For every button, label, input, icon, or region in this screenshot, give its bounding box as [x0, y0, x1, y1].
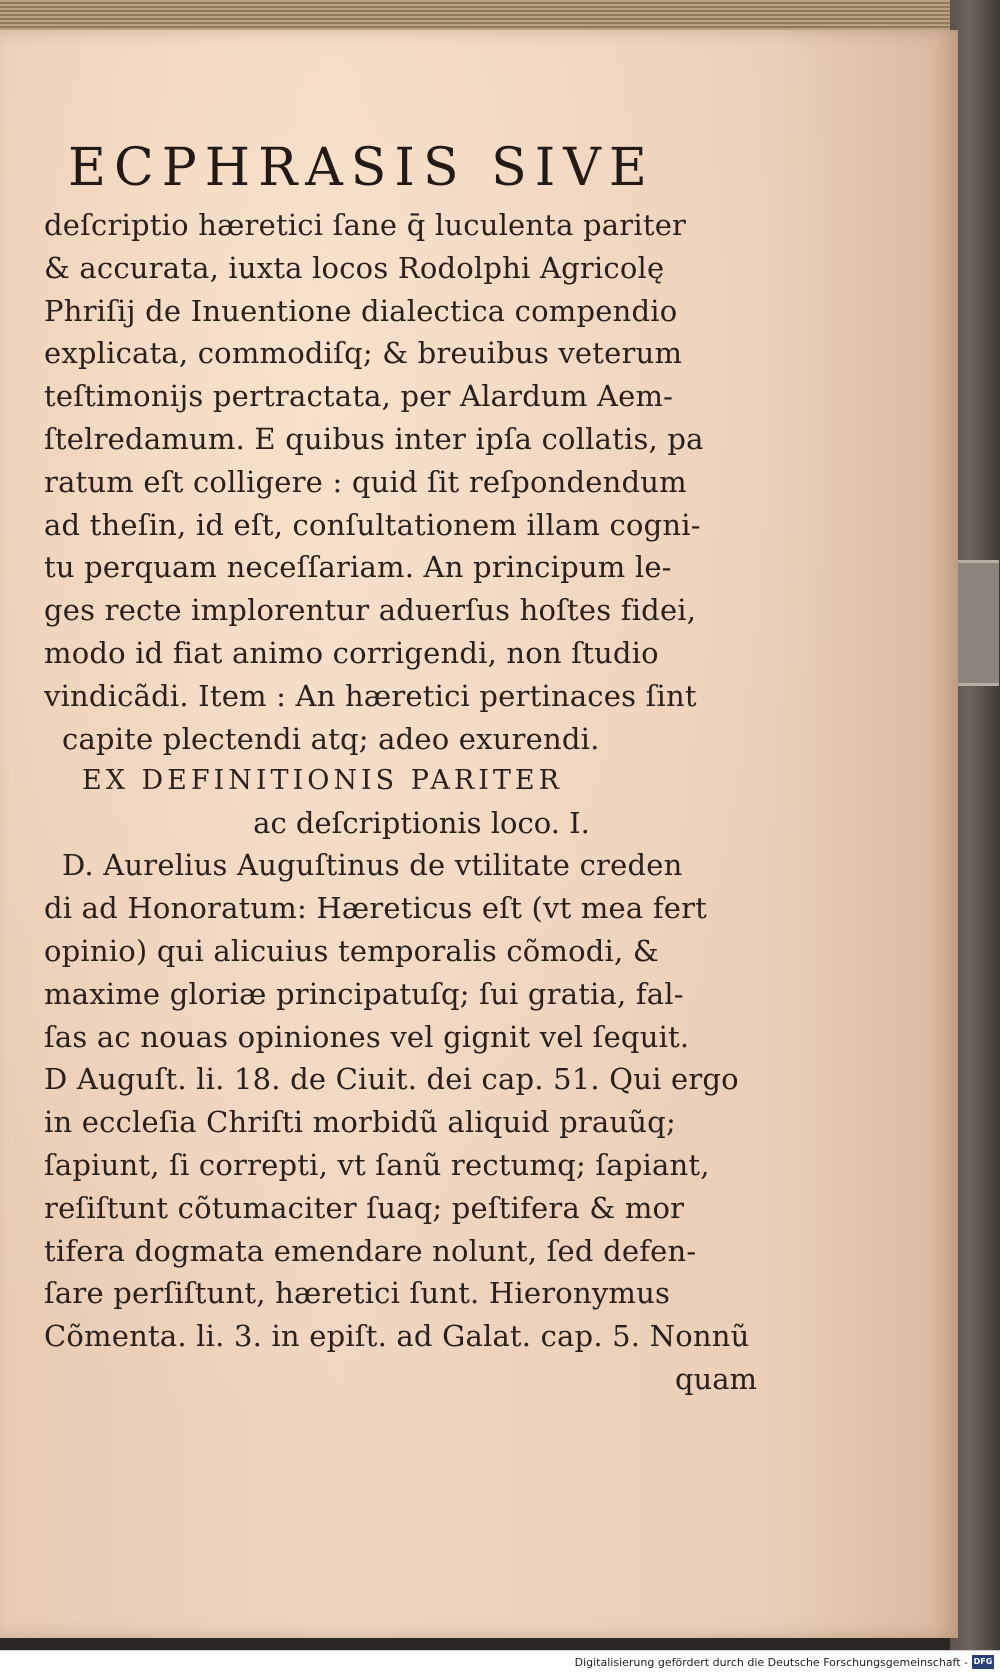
- text-line: ſtelredamum. E quibus inter ipſa collatis, pa: [44, 421, 704, 456]
- text-line: in eccleſia Chriſti morbidũ aliquid prauũq;: [44, 1105, 676, 1140]
- text-line: tu perquam neceſſariam. An principum le-: [44, 550, 672, 585]
- book-page-edges: [0, 0, 960, 32]
- text-line: Phriſij de Inuentione dialectica compendio: [44, 293, 678, 328]
- catchword: quam: [674, 1361, 757, 1396]
- footer-bar: [0, 1650, 1000, 1676]
- text-line: ges recte implorentur aduerſus hoſtes fidei,: [44, 593, 697, 628]
- text-line: capite plectendi atq; adeo exurendi.: [62, 721, 600, 756]
- text-line: Cõmenta. li. 3. in epiſt. ad Galat. cap. 5. Nonnũ: [44, 1319, 750, 1354]
- text-line: reſiſtunt cõtumaciter ſuaq; peſtifera & mor: [44, 1190, 685, 1225]
- text-line: maxime gloriæ principatuſq; ſui gratia, fal-: [44, 976, 684, 1011]
- text-line: ratum eſt colligere : quid ſit reſpondendum: [44, 464, 687, 499]
- text-line: modo id fiat animo corrigendi, non ſtudio: [44, 635, 659, 670]
- dfg-logo-icon: DFG: [972, 1655, 994, 1669]
- text-line: tifera dogmata emendare nolunt, ſed defen-: [44, 1233, 697, 1268]
- page-text: [44, 110, 759, 1400]
- text-line: explicata, commodiſq; & breuibus veterum: [44, 336, 683, 371]
- text-line: D Auguſt. li. 18. de Ciuit. dei cap. 51. Qui ergo: [44, 1062, 739, 1097]
- running-title: ECPHRASIS SIVE: [68, 138, 655, 198]
- text-line: D. Aurelius Auguſtinus de vtilitate creden: [62, 848, 683, 883]
- text-line: di ad Honoratum: Hæreticus eſt (vt mea fert: [44, 891, 708, 926]
- text-line: opinio) qui alicuius temporalis cõmodi, &: [44, 933, 659, 968]
- paragraph-definition: [44, 844, 759, 1358]
- text-line: vindicãdi. Item : An hæretici pertinaces ſint: [44, 678, 697, 713]
- section-heading: EX DEFINITIONIS PARITER: [82, 765, 563, 797]
- book-page: [0, 30, 958, 1638]
- text-line: ad theſin, id eſt, conſultationem illam cogni-: [44, 507, 701, 542]
- paragraph-intro: [44, 204, 759, 760]
- text-line: deſcriptio hæretici ſane q̄ luculenta pariter: [44, 208, 687, 242]
- text-line: ſare perſiſtunt, hæretici ſunt. Hieronymus: [44, 1276, 671, 1311]
- section-subheading: ac deſcriptionis loco. I.: [253, 806, 590, 841]
- text-line: ſas ac nouas opiniones vel gignit vel ſequit.: [44, 1019, 690, 1054]
- text-line: & accurata, iuxta locos Rodolphi Agricolę: [44, 250, 665, 285]
- text-line: teſtimonijs pertractata, per Alardum Aem-: [44, 379, 674, 414]
- funding-credit: Digitalisierung gefördert durch die Deutsche Forschungsgemeinschaft -: [574, 1656, 968, 1669]
- text-line: ſapiunt, ſi correpti, vt ſanũ rectumq; ſapiant,: [44, 1147, 710, 1182]
